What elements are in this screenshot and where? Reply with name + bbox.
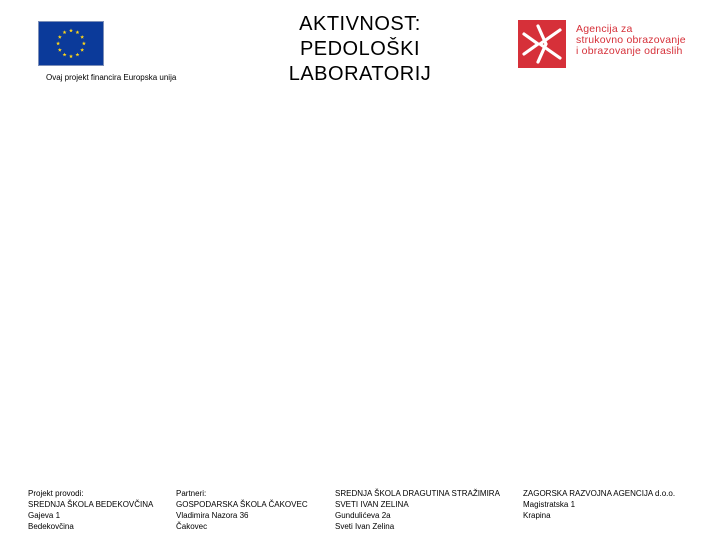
eu-star-icon	[63, 53, 67, 57]
agency-name	[576, 24, 686, 57]
eu-star-icon	[58, 48, 62, 52]
footer-line: Partneri:	[176, 489, 207, 498]
page-title	[270, 12, 450, 87]
agency-name-line: strukovno obrazovanje	[576, 34, 686, 46]
footer-partner-1	[176, 488, 308, 532]
eu-star-icon	[69, 54, 73, 58]
agency-logo	[518, 20, 688, 70]
footer-line: GOSPODARSKA ŠKOLA ČAKOVEC	[176, 500, 308, 509]
footer-line: Gundulićeva 2a	[335, 511, 391, 520]
agency-name-line: Agencija za	[576, 23, 633, 35]
footer-partner-2	[335, 488, 500, 532]
footer-line: Vladimira Nazora 36	[176, 511, 249, 520]
title-line: PEDOLOŠKI	[299, 38, 421, 60]
footer-line: Magistratska 1	[523, 500, 576, 509]
title-line: LABORATORIJ	[288, 63, 432, 85]
footer-line: Gajeva 1	[28, 511, 61, 520]
eu-star-icon	[80, 35, 84, 39]
eu-star-icon	[56, 41, 60, 45]
footer-partner-3	[523, 488, 675, 521]
footer-line: SVETI IVAN ZELINA	[335, 500, 409, 509]
footer-project-lead	[28, 488, 153, 532]
footer-line: ZAGORSKA RAZVOJNA AGENCIJA d.o.o.	[523, 489, 676, 498]
title-line: AKTIVNOST:	[299, 13, 421, 35]
eu-flag-logo	[38, 21, 104, 66]
agency-mark-icon	[518, 20, 566, 68]
footer-line: Projekt provodi:	[28, 489, 84, 498]
footer-line: Bedekovčina	[28, 522, 74, 531]
eu-star-icon	[69, 28, 73, 32]
eu-star-icon	[82, 41, 86, 45]
eu-star-icon	[75, 53, 79, 57]
footer-line: Sveti Ivan Zelina	[335, 522, 395, 531]
eu-funding-caption: Ovaj projekt financira Europska unija	[46, 73, 177, 82]
eu-star-icon	[63, 30, 67, 34]
eu-stars-icon	[39, 22, 103, 65]
eu-star-icon	[80, 48, 84, 52]
footer-line: SREDNJA ŠKOLA DRAGUTINA STRAŽIMIRA	[335, 489, 500, 498]
footer-line: SREDNJA ŠKOLA BEDEKOVČINA	[28, 500, 154, 509]
eu-star-icon	[75, 30, 79, 34]
eu-star-icon	[58, 35, 62, 39]
agency-name-line: i obrazovanje odraslih	[576, 45, 683, 57]
footer-line: Čakovec	[176, 522, 208, 531]
footer-line: Krapina	[523, 511, 551, 520]
